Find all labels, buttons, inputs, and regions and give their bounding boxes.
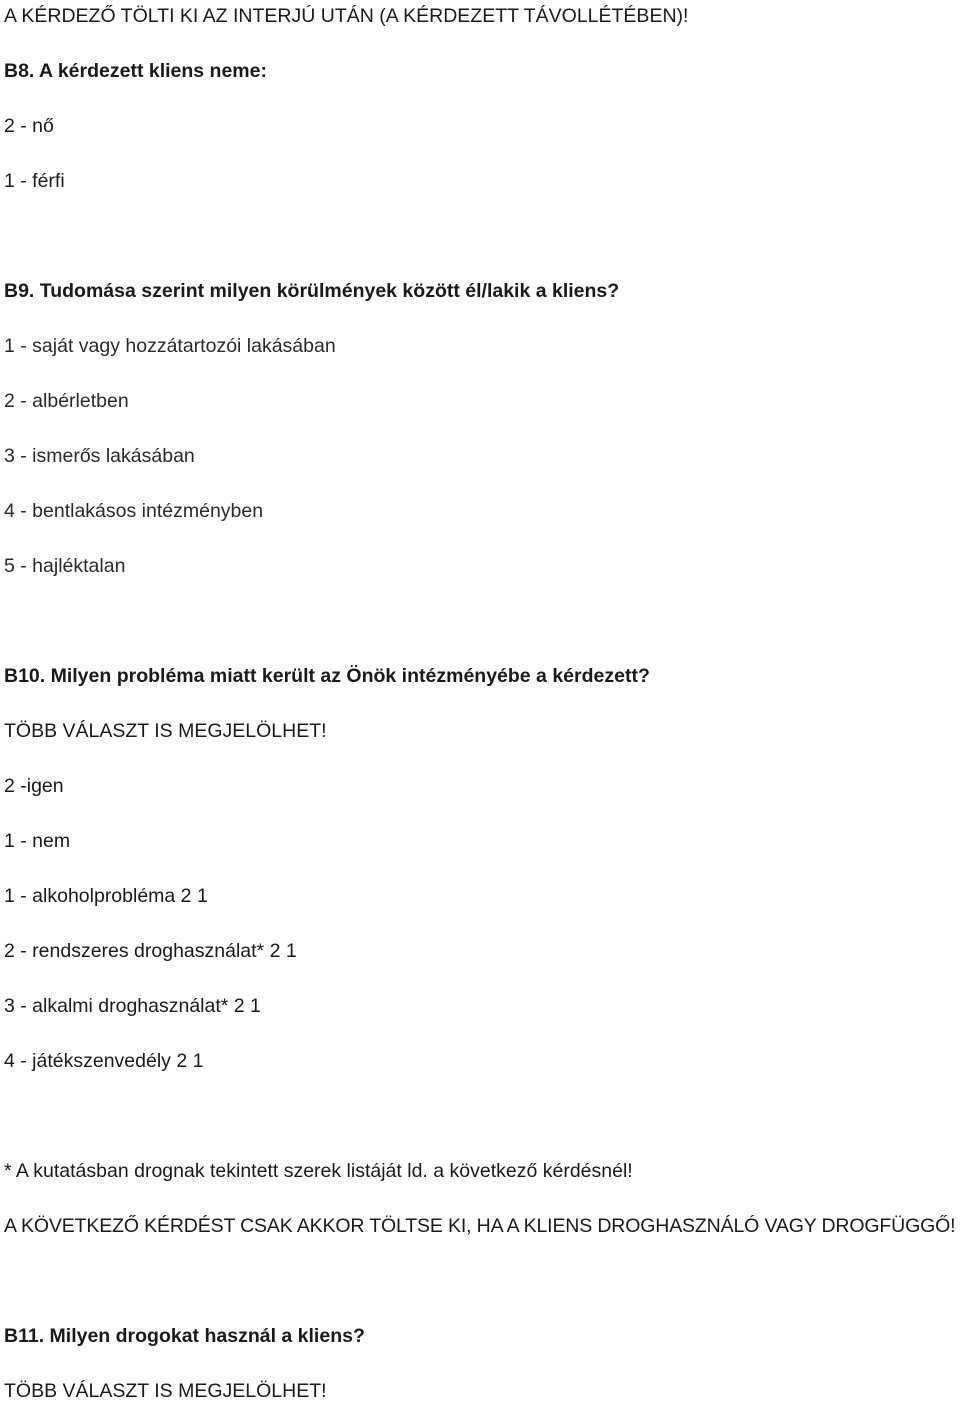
b11-instruction: TÖBB VÁLASZT IS MEGJELÖLHET! <box>4 1380 327 1402</box>
b11-question: B11. Milyen drogokat használ a kliens? <box>4 1325 365 1347</box>
b10-scale-yes: 2 -igen <box>4 775 64 797</box>
b10-item-occasional-drug-use: 3 - alkalmi droghasználat* 2 1 <box>4 995 261 1017</box>
b10-item-gambling: 4 - játékszenvedély 2 1 <box>4 1050 204 1072</box>
b8-option-male: 1 - férfi <box>4 170 65 192</box>
b8-option-female: 2 - nő <box>4 115 54 137</box>
b10-question: B10. Milyen probléma miatt került az Önök intézményébe a kérdezett? <box>4 665 650 687</box>
b9-option-5: 5 - hajléktalan <box>4 555 126 577</box>
footnote: * A kutatásban drognak tekintett szerek listáját ld. a következő kérdésnél! <box>4 1160 633 1182</box>
b10-item-regular-drug-use: 2 - rendszeres droghasználat* 2 1 <box>4 940 297 962</box>
b9-option-1: 1 - saját vagy hozzátartozói lakásában <box>4 335 336 357</box>
b10-instruction: TÖBB VÁLASZT IS MEGJELÖLHET! <box>4 720 327 742</box>
b10-scale-no: 1 - nem <box>4 830 71 852</box>
b9-option-3: 3 - ismerős lakásában <box>4 445 195 467</box>
conditional-instruction: A KÖVETKEZŐ KÉRDÉST CSAK AKKOR TÖLTSE KI, HA A KLIENS DROGHASZNÁLÓ VAGY DROGFÜGGŐ! <box>4 1215 956 1237</box>
b9-option-4: 4 - bentlakásos intézményben <box>4 500 264 522</box>
b10-item-alcohol: 1 - alkoholprobléma 2 1 <box>4 885 208 907</box>
b9-option-2: 2 - albérletben <box>4 390 129 412</box>
b8-question: B8. A kérdezett kliens neme: <box>4 60 267 82</box>
header-instruction: A KÉRDEZŐ TÖLTI KI AZ INTERJÚ UTÁN (A KÉRDEZETT TÁVOLLÉTÉBEN)! <box>4 5 689 27</box>
b9-question: B9. Tudomása szerint milyen körülmények között él/lakik a kliens? <box>4 280 620 302</box>
